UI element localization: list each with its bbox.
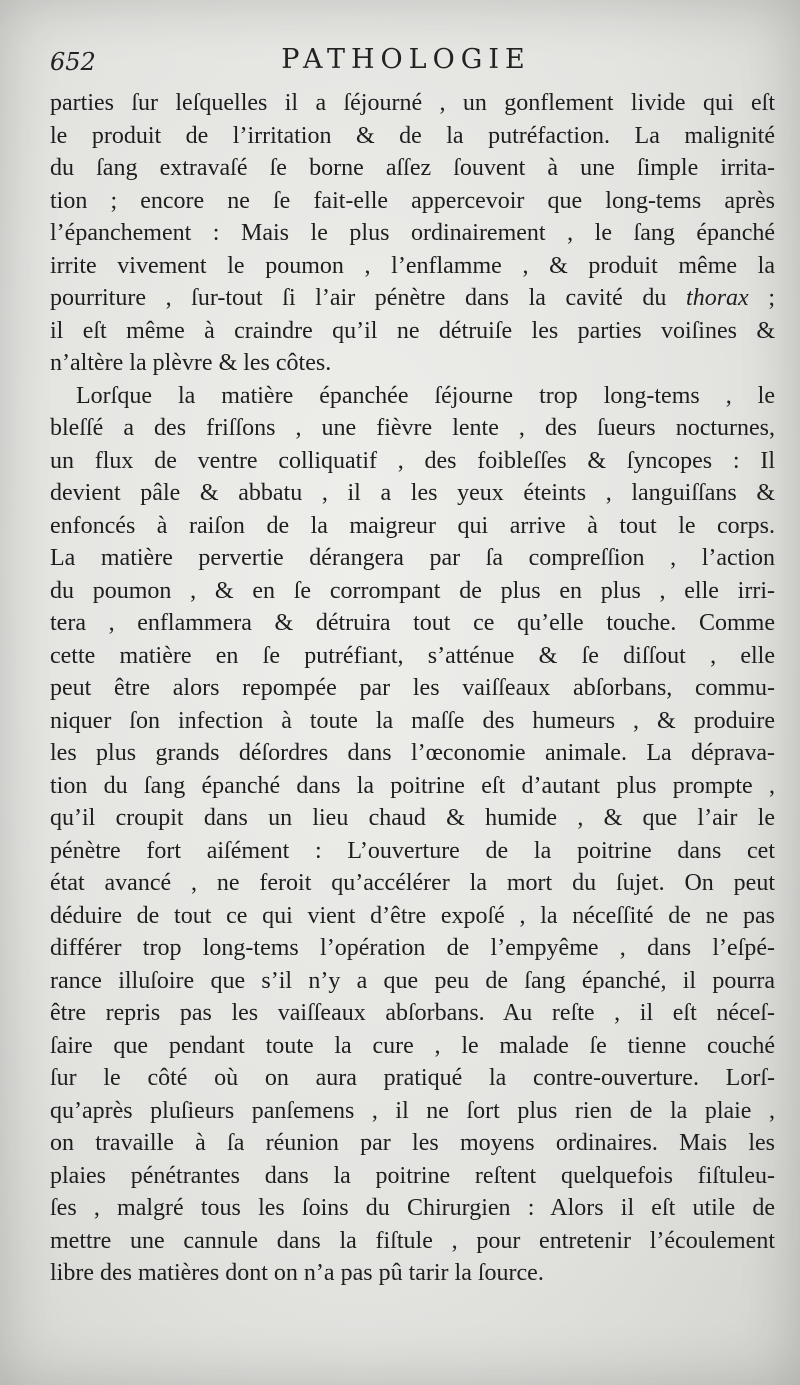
text-line: on travaille à ſa réunion par les moyens ordinaires. Mais les <box>50 1130 775 1156</box>
page-number: 652 <box>50 48 96 76</box>
text-line: n’altère la plèvre & les côtes. <box>50 350 332 376</box>
text-line: ſur le côté où on aura pratiqué la contre-ouverture. Lorſ- <box>50 1065 775 1091</box>
paragraph <box>50 87 775 380</box>
text-line: Lorſque la matière épanchée ſéjourne trop long-tems , le <box>76 382 775 409</box>
text-line: il eſt même à craindre qu’il ne détruiſe les parties voiſines & <box>50 317 775 344</box>
text-line: mettre une cannule dans la fiſtule , pour entretenir l’écoulement <box>50 1227 775 1254</box>
text-line: pourriture , ſur-tout ſi l’air pénètre dans la cavité du thorax ; <box>50 285 775 311</box>
text-line: déduire de tout ce qui vient d’être expoſé , la néceſſité de ne pas <box>50 902 775 929</box>
text-line: peut être alors repompée par les vaiſſeaux abſorbans, commu- <box>50 675 775 701</box>
text-line: bleſſé a des friſſons , une fièvre lente , des ſueurs nocturnes, <box>50 415 775 441</box>
text-line: niquer ſon infection à toute la maſſe des humeurs , & produire <box>50 707 775 734</box>
text-line: tion ; encore ne ſe fait-elle appercevoir que long-tems après <box>50 187 775 214</box>
text-line: rance illuſoire que s’il n’y a que peu de ſang épanché, il pourra <box>50 967 775 994</box>
text-line: du poumon , & en ſe corrompant de plus en plus , elle irri- <box>50 577 775 604</box>
text-line: être repris pas les vaiſſeaux abſorbans. Au reſte , il eſt néceſ- <box>50 1000 775 1026</box>
text-line: les plus grands déſordres dans l’œconomie animale. La déprava- <box>50 740 775 766</box>
text-line: le produit de l’irritation & de la putréfaction. La malignité <box>50 122 775 149</box>
body-text <box>50 87 775 1290</box>
text-line: tion du ſang épanché dans la poitrine eſt d’autant plus prompte , <box>50 772 775 799</box>
paragraph <box>50 380 775 1290</box>
running-head: PATHOLOGIE <box>281 44 531 75</box>
text-line: différer trop long-tems l’opération de l’empyême , dans l’eſpé- <box>50 935 775 961</box>
page-header <box>50 44 762 84</box>
text-line: pénètre fort aiſément : L’ouverture de la poitrine dans cet <box>50 837 775 864</box>
text-line: enfoncés à raiſon de la maigreur qui arrive à tout le corps. <box>50 512 775 539</box>
text-line: cette matière en ſe putréfiant, s’atténue & ſe diſſout , elle <box>50 642 775 669</box>
italic-term: thorax <box>686 285 749 311</box>
text-line: devient pâle & abbatu , il a les yeux éteints , languiſſans & <box>50 480 775 506</box>
text-line: libre des matières dont on n’a pas pû tarir la ſource. <box>50 1260 544 1286</box>
text-line: La matière pervertie dérangera par ſa compreſſion , l’action <box>50 545 775 571</box>
text-line: ſes , malgré tous les ſoins du Chirurgien : Alors il eſt utile de <box>50 1195 775 1221</box>
text-line: irrite vivement le poumon , l’enflamme , & produit même la <box>50 252 775 279</box>
text-line: qu’après pluſieurs panſemens , il ne ſort plus rien de la plaie , <box>50 1097 775 1124</box>
text-line: un flux de ventre colliquatif , des foibleſſes & ſyncopes : Il <box>50 447 775 474</box>
text-line: tera , enflammera & détruira tout ce qu’elle touche. Comme <box>50 610 775 636</box>
text-line: du ſang extravaſé ſe borne aſſez ſouvent à une ſimple irrita- <box>50 155 775 181</box>
text-line: qu’il croupit dans un lieu chaud & humide , & que l’air le <box>50 805 775 831</box>
text-line: l’épanchement : Mais le plus ordinairement , le ſang épanché <box>50 220 775 246</box>
text-line: ſaire que pendant toute la cure , le malade ſe tienne couché <box>50 1032 775 1059</box>
text-line: plaies pénétrantes dans la poitrine reſtent quelquefois fiſtuleu- <box>50 1162 775 1189</box>
text-line: état avancé , ne feroit qu’accélérer la mort du ſujet. On peut <box>50 870 775 896</box>
text-line: parties ſur leſquelles il a ſéjourné , un gonflement livide qui eſt <box>50 90 775 116</box>
